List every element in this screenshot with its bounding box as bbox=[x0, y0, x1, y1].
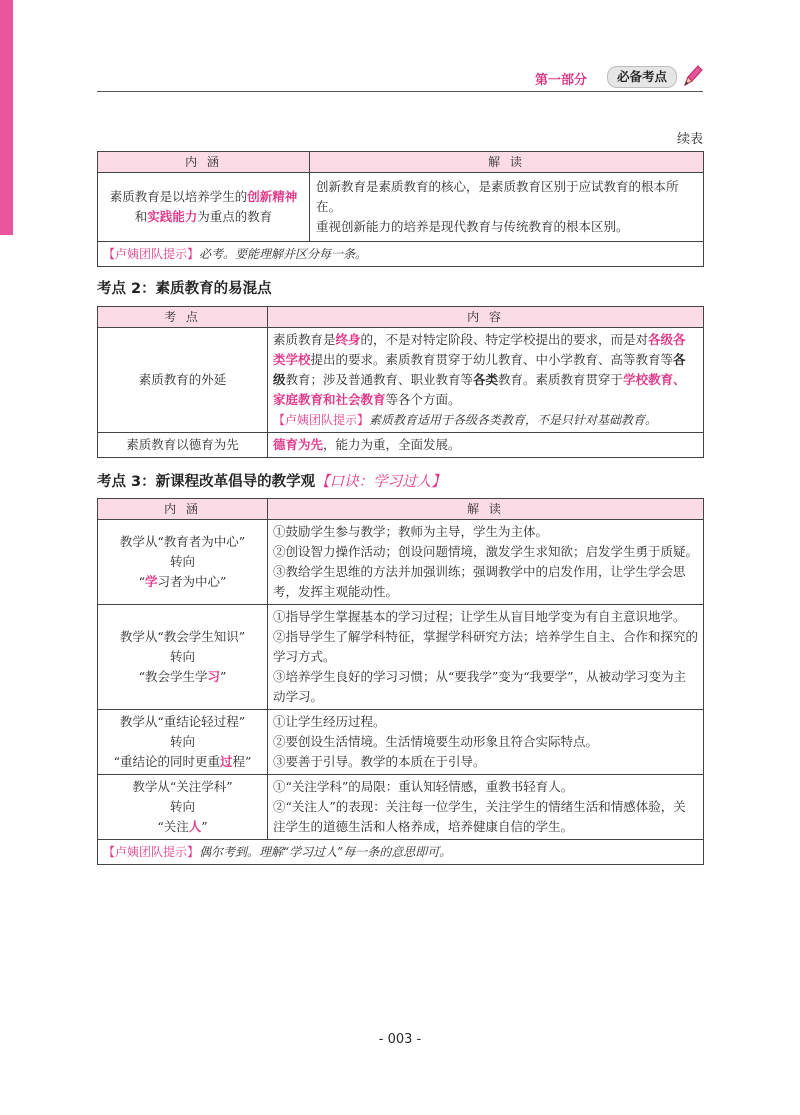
text: 教学从“关注学科” bbox=[132, 779, 233, 794]
table-row bbox=[98, 775, 704, 840]
table-cell bbox=[310, 173, 704, 242]
text: 教育；涉及普通教育、职业教育等 bbox=[285, 372, 474, 387]
tip-row bbox=[98, 840, 704, 865]
continued-label: 续表 bbox=[676, 132, 703, 147]
header-cell: 内 涵 bbox=[98, 152, 310, 173]
tip-label: 【卢姨团队提示】 bbox=[103, 845, 200, 859]
header-cell: 考 点 bbox=[98, 307, 268, 328]
text: 创新教育是素质教育的核心，是素质教育区别于应试教育的根本所在。 bbox=[316, 179, 679, 214]
text: 教学从“教育者为中心” bbox=[119, 534, 246, 549]
text: ①指导学生掌握基本的学习过程；让学生从盲目地学变为有自主意识地学。 bbox=[273, 609, 686, 624]
tip-text: 素质教育适用于各级各类教育，不是只针对基础教育。 bbox=[369, 413, 658, 427]
table-cell bbox=[268, 433, 704, 458]
text: “重结论的同时更重 bbox=[113, 754, 220, 769]
text: 教育。素质教育贯穿于 bbox=[498, 372, 624, 387]
table-cell bbox=[268, 520, 704, 605]
table-row bbox=[98, 605, 704, 710]
text: 提出的要求。素质教育贯穿于幼儿教育、中小学教育、高等教育等 bbox=[310, 352, 674, 367]
side-tab bbox=[0, 0, 13, 235]
highlight-text: 德育为先 bbox=[273, 437, 324, 452]
highlight-text: 习 bbox=[207, 669, 220, 684]
highlight-text: 终身 bbox=[335, 332, 361, 347]
text: 和 bbox=[134, 209, 148, 224]
table-row bbox=[98, 173, 704, 242]
tip-label: 【卢姨团队提示】 bbox=[103, 247, 200, 261]
header-cell: 内 涵 bbox=[98, 499, 268, 520]
text: 转向 bbox=[169, 799, 195, 814]
text: 素质教育是以培养学生的 bbox=[109, 189, 248, 204]
table-cell bbox=[268, 328, 704, 433]
text: ①让学生经历过程。 bbox=[273, 714, 386, 729]
table-cell bbox=[98, 173, 310, 242]
text: ③教给学生思维的方法并加强训练；强调教学中的启发作用，让学生学会思考，发挥主观能动性。 bbox=[273, 564, 686, 599]
page-number: - 003 - bbox=[378, 1032, 422, 1047]
table-cell bbox=[268, 605, 704, 710]
table-cell bbox=[98, 605, 268, 710]
section-title: 考点 2：素质教育的易混点 bbox=[97, 281, 272, 297]
text: ③要善于引导。教学的本质在于引导。 bbox=[273, 754, 486, 769]
text: ②指导学生了解学科特征，掌握学科研究方法；培养学生自主、合作和探究的学习方式。 bbox=[273, 629, 699, 664]
highlight-text: 创新精神 bbox=[247, 189, 298, 204]
page-header bbox=[97, 66, 703, 92]
text: ” bbox=[201, 819, 208, 834]
highlight-text: 过 bbox=[220, 754, 233, 769]
tip-cell bbox=[98, 840, 704, 865]
text: ②要创设生活情境。生活情境要生动形象且符合实际特点。 bbox=[273, 734, 599, 749]
table-cell bbox=[98, 520, 268, 605]
bold-text: 各类 bbox=[473, 372, 499, 387]
highlight-text: 各级各类学校 bbox=[273, 332, 686, 367]
text: 的，不是对特定阶段、特定学校提出的要求，而是对 bbox=[360, 332, 649, 347]
table-cell bbox=[268, 710, 704, 775]
text: ③培养学生良好的学习习惯；从“要我学”变为“我要学”，从被动学习变为主动学习。 bbox=[273, 669, 687, 704]
text: 转向 bbox=[169, 554, 195, 569]
table-cell: 素质教育的外延 bbox=[98, 328, 268, 433]
text: “教会学生学 bbox=[138, 669, 208, 684]
text: ①“关注学科”的局限：重认知轻情感，重教书轻育人。 bbox=[273, 779, 574, 794]
text: 程” bbox=[232, 754, 252, 769]
text: 转向 bbox=[169, 649, 195, 664]
header-cell: 解 读 bbox=[310, 152, 704, 173]
table-row bbox=[98, 520, 704, 605]
table-row bbox=[98, 433, 704, 458]
text: 转向 bbox=[169, 734, 195, 749]
text: 教学从“重结论轻过程” bbox=[119, 714, 246, 729]
table-header-row bbox=[98, 499, 704, 520]
text: 教学从“教会学生知识” bbox=[119, 629, 246, 644]
part-label: 第一部分 bbox=[534, 73, 587, 88]
table-row bbox=[98, 710, 704, 775]
table-2 bbox=[97, 306, 704, 458]
header-cell: 内 容 bbox=[268, 307, 704, 328]
table-header-row bbox=[98, 152, 704, 173]
highlight-text: 实践能力 bbox=[147, 209, 198, 224]
tip-cell bbox=[98, 242, 704, 267]
text: ” bbox=[220, 669, 227, 684]
table-cell bbox=[98, 775, 268, 840]
table-3 bbox=[97, 498, 704, 865]
highlight-text: 学 bbox=[144, 574, 158, 589]
text: 习者为中心” bbox=[157, 574, 227, 589]
table-1 bbox=[97, 151, 704, 267]
text: 为重点的教育 bbox=[197, 209, 273, 224]
section-title-text: 考点 3：新课程改革倡导的教学观 bbox=[97, 474, 316, 490]
text: ②创设智力操作活动；创设问题情境，激发学生求知欲；启发学生勇于质疑。 bbox=[273, 544, 699, 559]
table-row bbox=[98, 328, 704, 433]
bold-text: 各级 bbox=[273, 352, 686, 387]
table-header-row bbox=[98, 307, 704, 328]
text: 等各个方面。 bbox=[385, 392, 461, 407]
section-title bbox=[97, 470, 446, 491]
text: 素质教育是 bbox=[273, 332, 336, 347]
tip-text: 必考。要能理解并区分每一条。 bbox=[199, 247, 368, 261]
tip-row bbox=[98, 242, 704, 267]
header-cell: 解 读 bbox=[268, 499, 704, 520]
mnemonic: 【口诀：学习过人】 bbox=[315, 474, 446, 490]
tip-label: 【卢姨团队提示】 bbox=[273, 413, 370, 427]
pencil-icon bbox=[681, 63, 703, 89]
section-pill: 必备考点 bbox=[607, 66, 677, 88]
text: “ bbox=[138, 574, 145, 589]
text: 重视创新能力的培养是现代教育与传统教育的根本区别。 bbox=[316, 219, 629, 234]
table-cell: 素质教育以德育为先 bbox=[98, 433, 268, 458]
table-cell bbox=[268, 775, 704, 840]
text: ①鼓励学生参与教学；教师为主导，学生为主体。 bbox=[273, 524, 549, 539]
text: “关注 bbox=[157, 819, 189, 834]
text: ，能力为重，全面发展。 bbox=[323, 437, 461, 452]
header-rule bbox=[97, 91, 703, 92]
table-cell bbox=[98, 710, 268, 775]
tip-text: 偶尔考到。理解“学习过人”每一条的意思即可。 bbox=[199, 845, 452, 859]
text: ②“关注人”的表现：关注每一位学生，关注学生的情绪生活和情感体验，关注学生的道德生活和人格养成，培养健康自信的学生。 bbox=[273, 799, 686, 834]
highlight-text: 学校教育、家庭教育和社会教育 bbox=[273, 372, 686, 407]
highlight-text: 人 bbox=[188, 819, 202, 834]
